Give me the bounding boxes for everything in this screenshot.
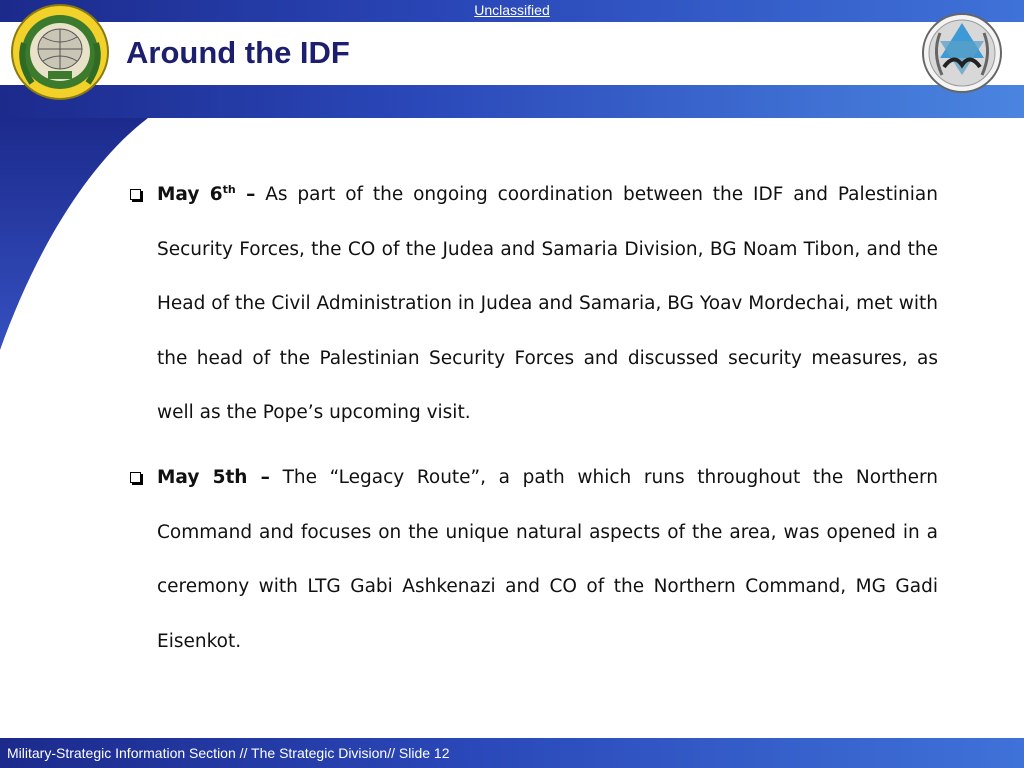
checkbox-bullet-icon (130, 189, 141, 200)
division-emblem-icon (922, 3, 1002, 99)
footer-bar (0, 738, 1024, 768)
checkbox-bullet-icon (130, 472, 141, 483)
header-band (0, 85, 1024, 118)
news-item-may-5 (128, 451, 938, 669)
content-body (128, 168, 938, 679)
page-title: Around the IDF (126, 35, 350, 70)
item-text: As part of the ongoing coordination between the IDF and Palestinian Security Forces, the CO of the Judea and Samaria Division, BG Noam Tibon, and the Head of the Civil Administration in Judea and Samaria, BG Yoav Mordechai, met with the head of the Palestinian Security Forces and discussed security measures, as well as the Pope’s upcoming visit. (157, 184, 938, 424)
item-date: May 5th – (157, 466, 270, 488)
footer-text: Military-Strategic Information Section // The Strategic Division// Slide 12 (7, 745, 450, 761)
item-text: The “Legacy Route”, a path which runs throughout the Northern Command and focuses on the unique natural aspects of the area, was opened in a ceremony with LTG Gabi Ashkenazi and CO of the Northern Command, MG Gadi Eisenkot. (157, 466, 938, 652)
news-item-may-6 (128, 168, 938, 441)
idf-emblem-icon (10, 3, 110, 101)
classification-label[interactable]: Unclassified (474, 2, 550, 18)
item-date: May 6th – (157, 182, 256, 205)
